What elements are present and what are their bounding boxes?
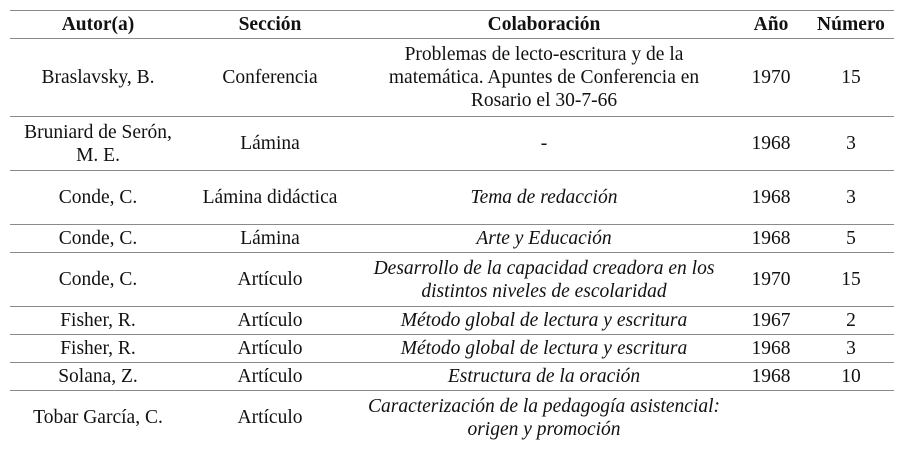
- cell-contribution: Método global de lectura y escritura: [354, 335, 734, 363]
- cell-author: Solana, Z.: [10, 363, 186, 391]
- cell-year: 1968: [734, 225, 808, 253]
- header-author: Autor(a): [10, 11, 186, 39]
- table-row: [10, 39, 894, 117]
- cell-year: 1968: [734, 171, 808, 225]
- cell-section: Lámina: [186, 117, 354, 171]
- cell-contribution: Arte y Educación: [354, 225, 734, 253]
- cell-contribution: Caracterización de la pedagogía asistencial: origen y promoción: [367, 395, 721, 440]
- cell-number: 3: [808, 171, 894, 225]
- cell-section: Artículo: [237, 407, 303, 428]
- table-row: [10, 307, 894, 335]
- table-row: [10, 171, 894, 225]
- header-number: Número: [808, 11, 894, 39]
- cell-author: Fisher, R.: [10, 335, 186, 363]
- cell-author: Conde, C.: [10, 253, 186, 307]
- cell-author: Braslavsky, B.: [10, 39, 186, 117]
- cell-author: Bruniard de Serón, M. E.: [10, 117, 186, 171]
- table-row: [10, 363, 894, 391]
- cell-number: [808, 391, 894, 445]
- cell-contribution: -: [354, 117, 734, 171]
- table-row: [10, 225, 894, 253]
- cell-section: Artículo: [186, 253, 354, 307]
- cell-section: Lámina didáctica: [186, 171, 354, 225]
- cell-section: Conferencia: [186, 39, 354, 117]
- publications-table: [10, 10, 894, 444]
- table-row: [10, 117, 894, 171]
- cell-contribution: Tema de redacción: [354, 171, 734, 225]
- cell-number: 3: [808, 335, 894, 363]
- cell-year: 1967: [734, 307, 808, 335]
- cell-section: Artículo: [186, 307, 354, 335]
- cell-number: 5: [808, 225, 894, 253]
- cell-number: 3: [808, 117, 894, 171]
- table-header-row: [10, 11, 894, 39]
- cell-section: Artículo: [186, 335, 354, 363]
- cell-number: 2: [808, 307, 894, 335]
- cell-contribution: Desarrollo de la capacidad creadora en los distintos niveles de escolaridad: [354, 253, 734, 307]
- cell-year: 1970: [734, 39, 808, 117]
- cell-section: Lámina: [186, 225, 354, 253]
- table-row: [10, 253, 894, 307]
- header-year: Año: [734, 11, 808, 39]
- table-row: [10, 391, 894, 445]
- cell-year: 1968: [734, 363, 808, 391]
- header-contribution: Colaboración: [354, 11, 734, 39]
- cell-year: 1968: [734, 335, 808, 363]
- cell-number: 15: [808, 39, 894, 117]
- cell-year: [734, 391, 808, 445]
- cell-contribution: Método global de lectura y escritura: [354, 307, 734, 335]
- table-row: [10, 335, 894, 363]
- cell-year: 1970: [734, 253, 808, 307]
- cell-contribution: Estructura de la oración: [354, 363, 734, 391]
- cell-number: 15: [808, 253, 894, 307]
- cell-author: Conde, C.: [10, 171, 186, 225]
- cell-author: Tobar García, C.: [33, 407, 163, 428]
- cell-number: 10: [808, 363, 894, 391]
- cell-author: Conde, C.: [10, 225, 186, 253]
- cell-year: 1968: [734, 117, 808, 171]
- cell-contribution: Problemas de lecto-escritura y de la matemática. Apuntes de Conferencia en Rosario el 30-7-66: [354, 39, 734, 117]
- cell-author: Fisher, R.: [10, 307, 186, 335]
- cell-section: Artículo: [186, 363, 354, 391]
- header-section: Sección: [186, 11, 354, 39]
